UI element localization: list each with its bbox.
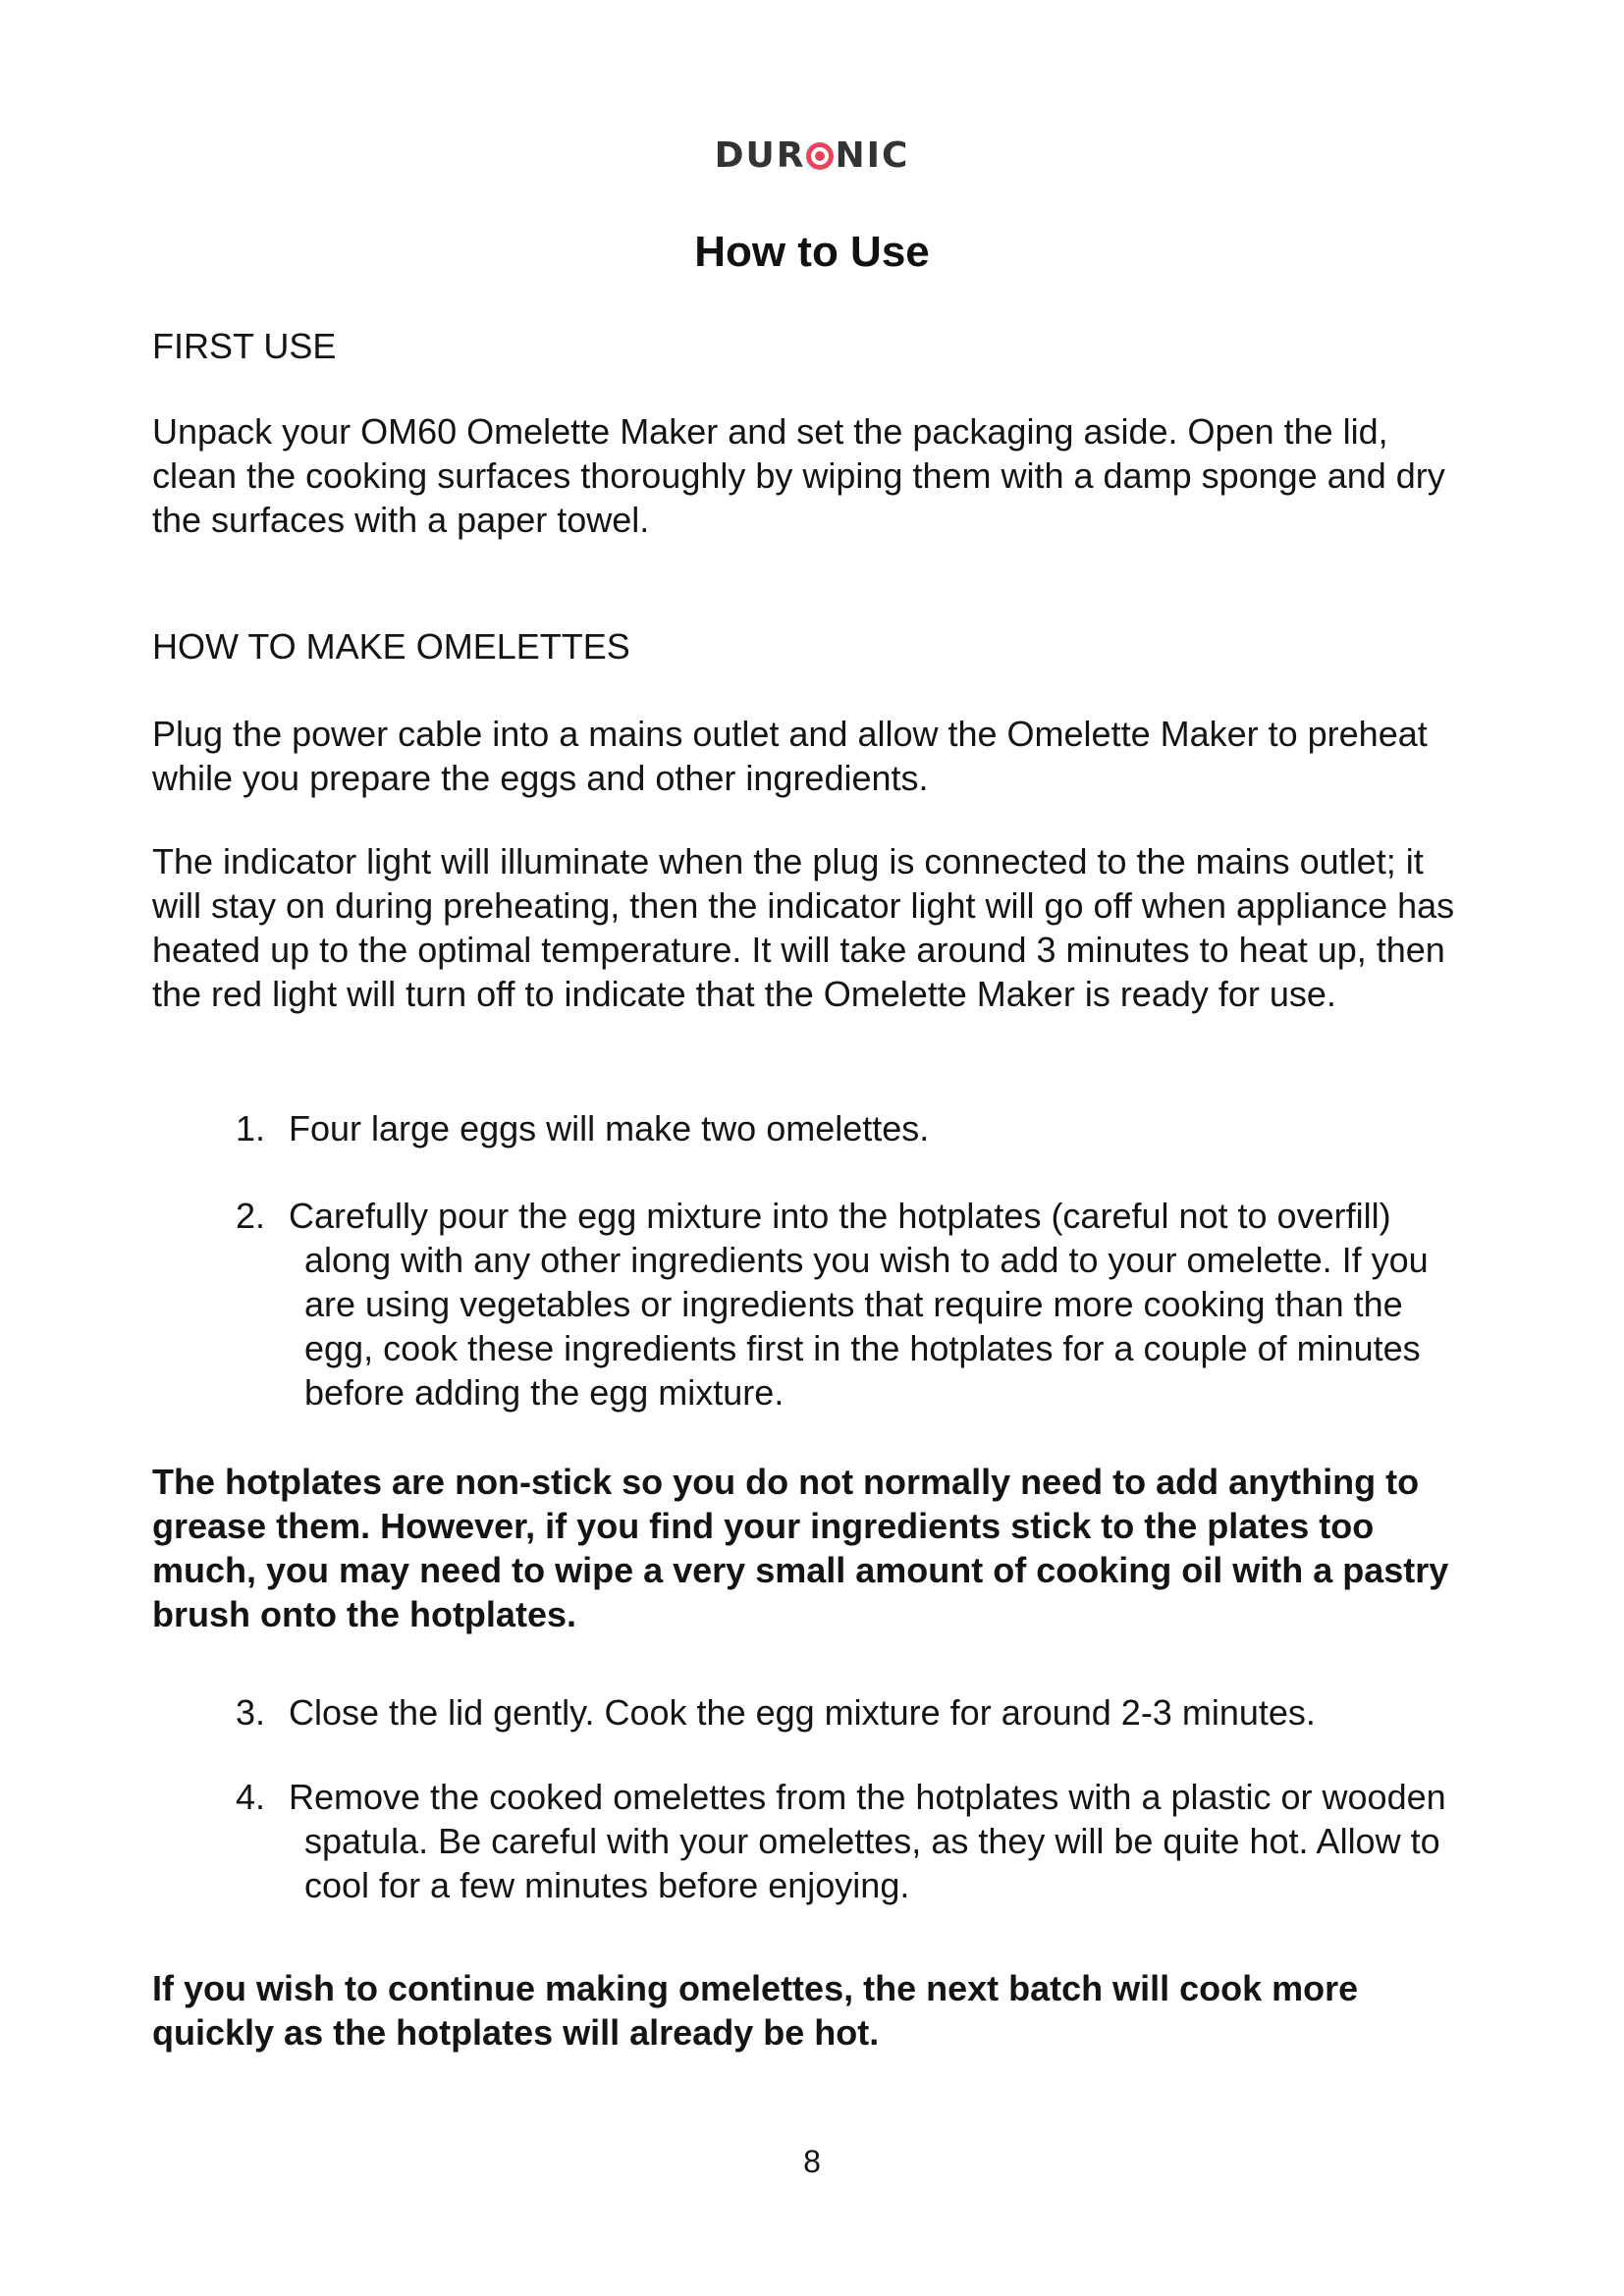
list-item — [236, 1690, 1453, 1735]
list-item-number: 4. — [236, 1777, 266, 1817]
preheat-paragraph: Plug the power cable into a mains outlet and allow the Omelette Maker to preheat while you prepare the eggs and other ingredients. — [152, 714, 1428, 798]
list-item-number: 2. — [236, 1196, 266, 1236]
non-stick-note: The hotplates are non-stick so you do not normally need to add anything to grease them. However, if you find your ingredients stick to the plates too much, you may need to wipe a very small amount of cooking oil with a pastry brush onto the hotplates. — [152, 1462, 1449, 1634]
duronic-logo — [0, 133, 1624, 179]
logo-text-suffix: NIC — [835, 135, 910, 176]
page-number: 8 — [803, 2144, 821, 2179]
continue-note: If you wish to continue making omelettes, the next batch will cook more quickly as the hotplates will already be hot. — [152, 1968, 1359, 2053]
logo-text-prefix: DUR — [714, 135, 806, 176]
list-item-number: 1. — [236, 1108, 266, 1148]
list-item-text: Close the lid gently. Cook the egg mixture for around 2-3 minutes. — [289, 1692, 1316, 1733]
power-ring-icon — [806, 142, 834, 170]
indicator-light-paragraph: The indicator light will illuminate when the plug is connected to the mains outlet; it will stay on during preheating, then the indicator light will go off when appliance has heated up to the optimal temperature. It will take around 3 minutes to heat up, then the red light will turn off to indicate that the Omelette Maker is ready for use. — [152, 841, 1455, 1014]
list-item-text: Four large eggs will make two omelettes. — [289, 1108, 930, 1148]
make-omelettes-heading: HOW TO MAKE OMELETTES — [152, 626, 630, 667]
list-item-number: 3. — [236, 1692, 266, 1733]
first-use-paragraph: Unpack your OM60 Omelette Maker and set the packaging aside. Open the lid, clean the cooking surfaces thoroughly by wiping them with a damp sponge and dry the surfaces with a paper towel. — [152, 411, 1445, 540]
list-item — [236, 1194, 1453, 1415]
list-item — [236, 1775, 1453, 1907]
list-item-text: Remove the cooked omelettes from the hotplates with a plastic or wooden spatula. Be careful with your omelettes, as they will be quite hot. Allow to cool for a few minutes before enjoying. — [289, 1777, 1446, 1905]
first-use-heading: FIRST USE — [152, 326, 337, 366]
list-item — [236, 1106, 1453, 1150]
list-item-text: Carefully pour the egg mixture into the hotplates (careful not to overfill) along with any other ingredients you wish to add to your omelette. If you are using vegetables or ingredients that require more cooking than the egg, cook these ingredients first in the hotplates for a couple of minutes before adding the egg mixture. — [289, 1196, 1429, 1413]
page-title: How to Use — [694, 228, 930, 276]
